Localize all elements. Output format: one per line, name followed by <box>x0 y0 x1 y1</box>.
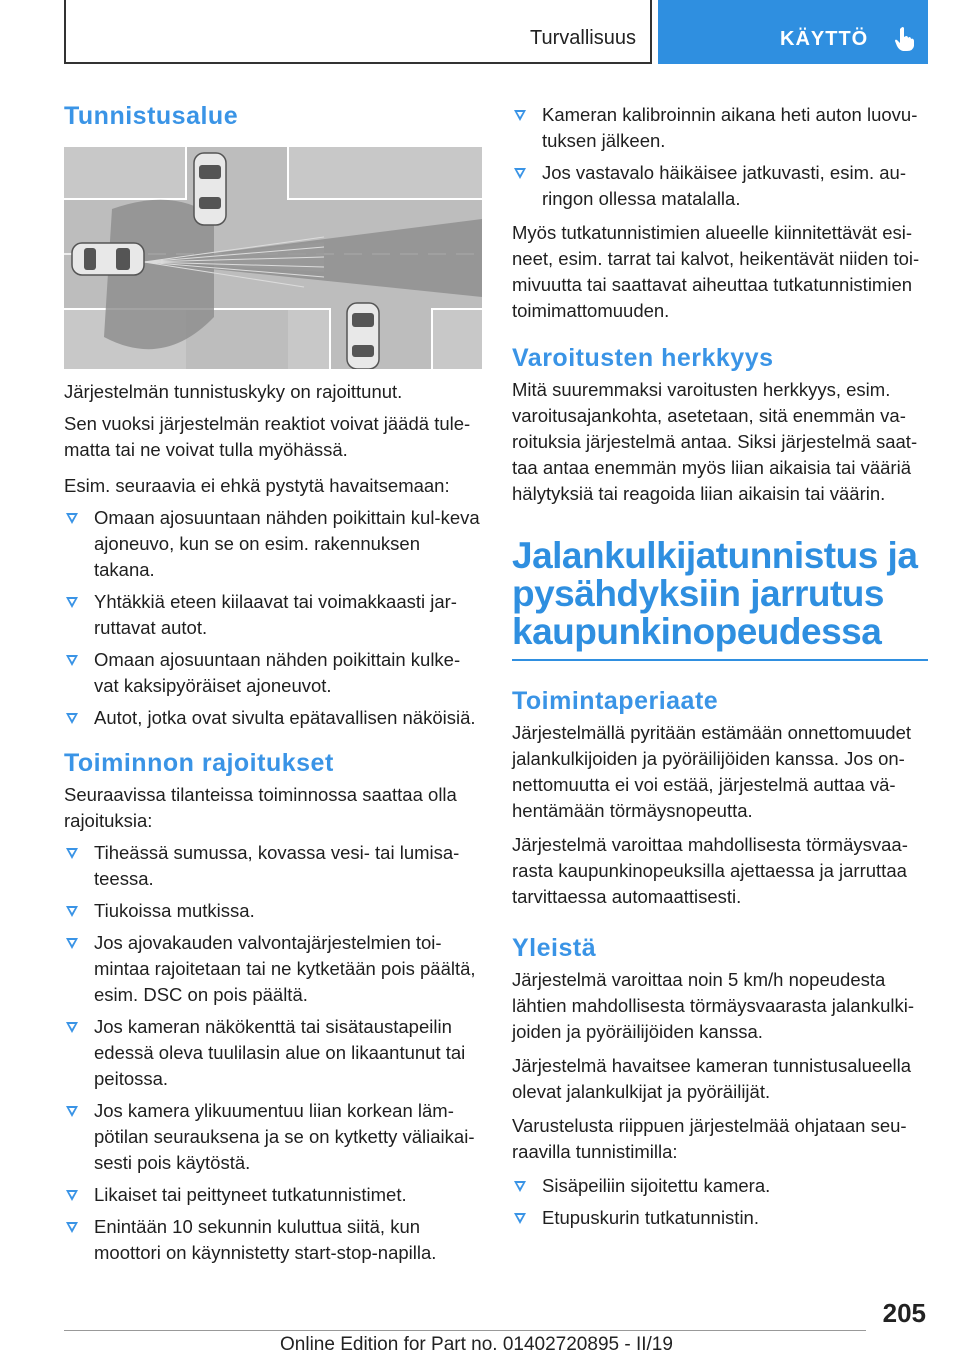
paragraph: Sen vuoksi järjestelmän reaktiot voivat jäädä tule-matta tai ne voivat tulla myöhässä. <box>64 413 471 460</box>
list-item: Tiheässä sumussa, kovassa vesi- tai lumisa-teessa. <box>64 840 482 892</box>
paragraph: Järjestelmällä pyritään estämään onnettomuudet jalankulkijoiden ja pyöräilijöiden kanssa. Jos on-nettomuutta ei voi estää, järjestelmä auttaa vä-hentämään törmäysnopeutta. <box>512 722 912 821</box>
page-header <box>64 0 928 64</box>
list-item: Etupuskurin tutkatunnistin. <box>512 1205 928 1231</box>
header-section-title: Turvallisuus <box>530 27 636 49</box>
triangle-bullet-icon <box>66 513 78 524</box>
car-left <box>72 243 144 275</box>
triangle-bullet-icon <box>514 1213 526 1224</box>
triangle-bullet-icon <box>66 713 78 724</box>
triangle-bullet-icon <box>514 168 526 179</box>
triangle-bullet-icon <box>66 1190 78 1201</box>
header-chapter-tab <box>658 0 928 64</box>
list-item: Sisäpeiliin sijoitettu kamera. <box>512 1173 928 1199</box>
paragraph: Seuraavissa tilanteissa toiminnossa saattaa olla rajoituksia: <box>64 784 457 831</box>
header-section-box <box>64 0 652 64</box>
triangle-bullet-icon <box>66 848 78 859</box>
triangle-bullet-icon <box>514 110 526 121</box>
heading-general: Yleistä <box>512 934 597 962</box>
list-item: Jos vastavalo häikäisee jatkuvasti, esim. au-ringon ollessa matalalla. <box>512 160 928 212</box>
paragraph: Järjestelmä havaitsee kameran tunnistusalueella olevat jalankulkijat ja pyöräilijät. <box>512 1055 911 1102</box>
paragraph: Myös tutkatunnistimien alueelle kiinnitettävät esi-neet, esim. tarrat tai kalvot, heikentävät niiden toi-mivuutta tai saattavat aiheuttaa tutkatunnistimien toimimattomuuden. <box>512 222 920 321</box>
paragraph: Esim. seuraavia ei ehkä pystytä havaitsemaan: <box>64 475 450 496</box>
list-item: Autot, jotka ovat sivulta epätavallisen näköisiä. <box>64 705 482 731</box>
list-item: Jos kamera ylikuumentuu liian korkean läm-pötilan seurauksena ja se on kytketty väliaikai-sesti pois käytöstä. <box>64 1098 482 1176</box>
triangle-bullet-icon <box>66 597 78 608</box>
heading-operating-principle: Toimintaperiaate <box>512 687 719 715</box>
paragraph: Mitä suuremmaksi varoitusten herkkyys, esim. varoitusajankohta, asetetaan, sitä enemmän va-roituksia järjestelmä antaa. Siksi järjestelmä saat-taa antaa enemmän myös liian aikaisia tai vääriä hälytyksiä tai reagoida liian aikaisin tai väärin. <box>512 379 918 504</box>
footer-divider <box>64 1330 866 1331</box>
heading-function-limits: Toiminnon rajoitukset <box>64 749 334 777</box>
detection-range-illustration <box>64 147 482 369</box>
bullet-list <box>64 840 482 1266</box>
heading-divider <box>512 659 928 661</box>
bullet-list <box>64 505 482 731</box>
list-item: Jos ajovakauden valvontajärjestelmien toi-mintaa rajoitetaan tai ne kytketään pois päältä, esim. DSC on pois päältä. <box>64 930 482 1008</box>
list-item: Enintään 10 sekunnin kuluttua siitä, kun moottori on käynnistetty start-stop-napilla. <box>64 1214 482 1266</box>
paragraph: Varustelusta riippuen järjestelmää ohjataan seu-raavilla tunnistimilla: <box>512 1115 907 1162</box>
right-column <box>512 102 928 1231</box>
car-top <box>194 153 226 225</box>
list-item: Tiukoissa mutkissa. <box>64 898 482 924</box>
triangle-bullet-icon <box>66 1106 78 1117</box>
bullet-list <box>512 102 928 212</box>
page-number: 205 <box>882 1298 926 1328</box>
chapter-heading: Jalankulkijatunnistus ja pysähdyksiin jarrutus kaupunkinopeudessa <box>512 535 918 652</box>
triangle-bullet-icon <box>66 938 78 949</box>
list-item: Omaan ajosuuntaan nähden poikittain kul-keva ajoneuvo, kun se on esim. rakennuksen takana. <box>64 505 482 583</box>
list-item: Kameran kalibroinnin aikana heti auton luovu-tuksen jälkeen. <box>512 102 928 154</box>
pointing-hand-icon <box>894 26 916 52</box>
list-item: Yhtäkkiä eteen kiilaavat tai voimakkaasti jar-ruttavat autot. <box>64 589 482 641</box>
triangle-bullet-icon <box>66 1222 78 1233</box>
heading-detection-range: Tunnistusalue <box>64 102 239 130</box>
footer-edition: Online Edition for Part no. 01402720895 - II/19 <box>280 1334 673 1355</box>
triangle-bullet-icon <box>66 906 78 917</box>
list-item: Jos kameran näkökenttä tai sisätaustapeilin edessä oleva tuulilasin alue on likaantunut tai peitossa. <box>64 1014 482 1092</box>
paragraph: Järjestelmä varoittaa noin 5 km/h nopeudesta lähtien mahdollisesta törmäysvaarasta jalankulki-joiden ja pyöräilijöiden kanssa. <box>512 969 915 1042</box>
detection-range-figure <box>64 147 482 369</box>
triangle-bullet-icon <box>66 1022 78 1033</box>
list-item: Likaiset tai peittyneet tutkatunnistimet. <box>64 1182 482 1208</box>
triangle-bullet-icon <box>66 655 78 666</box>
heading-warning-sensitivity: Varoitusten herkkyys <box>512 344 774 372</box>
paragraph: Järjestelmän tunnistuskyky on rajoittunut. <box>64 381 403 402</box>
bullet-list <box>512 1173 928 1231</box>
car-bottom <box>347 303 379 369</box>
triangle-bullet-icon <box>514 1181 526 1192</box>
header-chapter-title: KÄYTTÖ <box>780 28 869 50</box>
paragraph: Järjestelmä varoittaa mahdollisesta törmäysvaa-rasta kaupunkinopeuksilla ajettaessa ja jarruttaa tarvittaessa automaattisesti. <box>512 834 908 907</box>
list-item: Omaan ajosuuntaan nähden poikittain kulke-vat kaksipyöräiset ajoneuvot. <box>64 647 482 699</box>
left-column <box>64 96 482 1266</box>
